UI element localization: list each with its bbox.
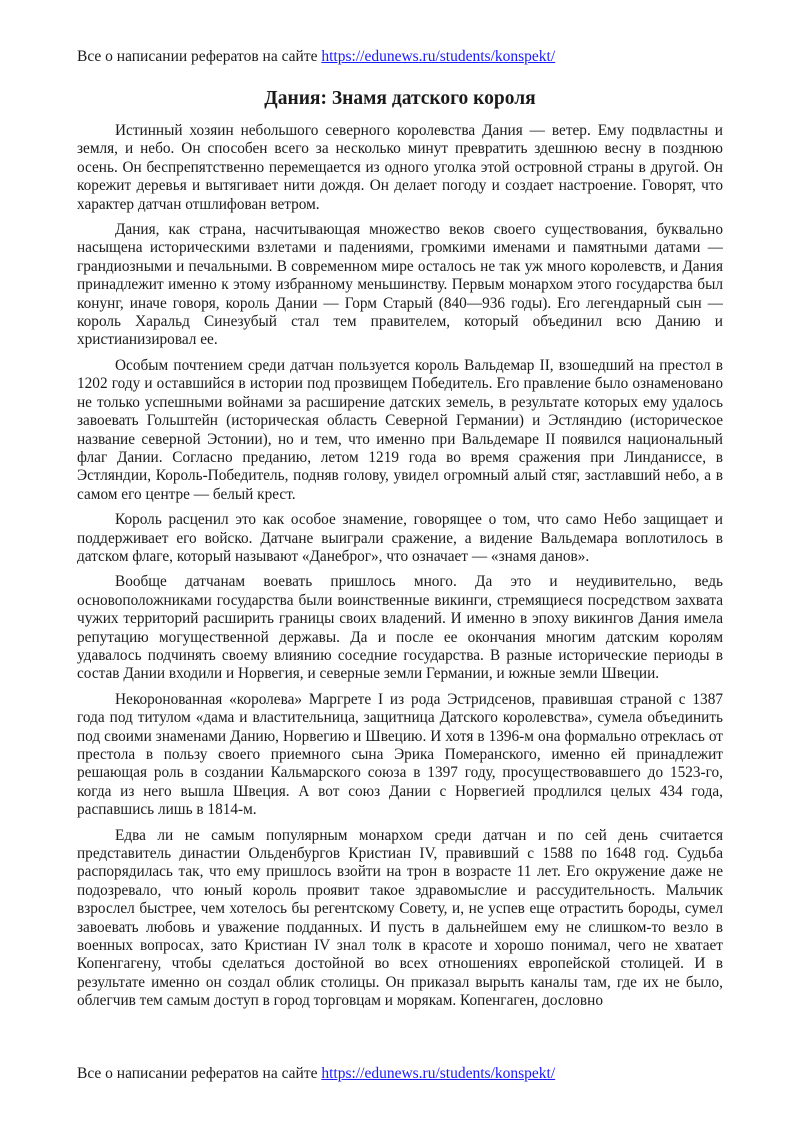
paragraph: Едва ли не самым популярным монархом среди датчан и по сей день считается представитель династии Ольденбургов Кристиан IV, правивший с 1588 по 1648 год. Судьба распорядилась так, что ему пришлось взойти на трон в возрасте 11 лет. Его окружение даже не подозревало, что юный король проявит такое здравомыслие и рассудительность. Мальчик взрослел быстрее, чем хотелось бы регентскому Совету, и, не успев еще отрастить бороды, сумел завоевать любовь и уважение подданных. И пусть в дальнейшем ему не слишком-то везло в военных вопросах, зато Кристиан IV знал толк в красоте и хорошо понимал, чего не хватает Копенгагену, чтобы сделаться достойной во всех отношениях европейской столицей. И в результате именно он создал облик столицы. Он приказал вырыть каналы там, где их не было, облегчив тем самым доступ в город торговцам и морякам. Копенгаген, дословно [77, 826, 723, 1010]
paragraph: Особым почтением среди датчан пользуется король Вальдемар II, взошедший на престол в 1202 году и оставшийся в истории под прозвищем Победитель. Его правление было ознаменовано не только успешными войнами за расширение датских земель, в результате которых ему удалось завоевать Гольштейн (историческая область Северной Германии) и Эстляндию (историческое название северной Эстонии), но и тем, что именно при Вальдемаре II появился национальный флаг Дании. Согласно преданию, летом 1219 года во время сражения при Линданиссе, в Эстляндии, Король-Победитель, подняв голову, увидел огромный алый стяг, застлавший небо, а в самом его центре — белый крест. [77, 356, 723, 503]
paragraph: Некоронованная «королева» Маргрете I из рода Эстридсенов, правившая страной с 1387 года под титулом «дама и властительница, защитница Датского королевства», сумела объединить под своими знаменами Данию, Норвегию и Швецию. И хотя в 1396-м она формально отреклась от престола в пользу своего приемного сына Эрика Померанского, именно ей принадлежит решающая роль в создании Кальмарского союза в 1397 году, просуществовавшего до 1523-го, когда из него вышла Швеция. А вот союз Дании с Норвегией продлился целых 434 года, распавшись лишь в 1814-м. [77, 690, 723, 819]
footer-link[interactable]: https://edunews.ru/students/konspekt/ [321, 1065, 556, 1082]
document-body [77, 86, 723, 1040]
paragraph: Дания, как страна, насчитывающая множество веков своего существования, буквально насыщена историческими взлетами и падениями, громкими именами и памятными датами — грандиозными и печальными. В современном мире осталось не так уж много королевств, и Дания принадлежит именно к этому избранному меньшинству. Первым монархом этого государства был конунг, иначе говоря, король Дании — Горм Старый (840—936 годы). Его легендарный сын — король Харальд Синезубый стал тем правителем, который объединил всю Данию и христианизировал ее. [77, 221, 723, 349]
paragraph: Король расценил это как особое знамение, говорящее о том, что само Небо защищает и поддерживает его войско. Датчане выиграли сражение, а видение Вальдемара воплотилось в датском флаге, который называют «Данеброг», что означает — «знамя данов». [77, 511, 723, 565]
document-title: Дания: Знамя датского короля [264, 88, 536, 109]
header-link[interactable]: https://edunews.ru/students/konspekt/ [321, 48, 556, 65]
paragraph: Истинный хозяин небольшого северного королевства Дания — ветер. Ему подвластны и земля, и небо. Он способен всего за несколько минут превратить здешнюю весну в позднюю осень. Он беспрепятственно перемещается из одного уголка этой островной страны в другой. Он корежит деревья и вытягивает нити дождя. Он делает погоду и создает настроение. Говорят, что характер датчан отшлифован ветром. [77, 122, 723, 213]
header-text: Все о написании рефератов на сайте [77, 48, 322, 65]
page-footer [77, 1064, 555, 1084]
paragraph: Вообще датчанам воевать пришлось много. Да это и неудивительно, ведь основоположниками государства были воинственные викинги, стремящиеся посредством захвата чужих территорий расширить границы своих владений. И именно в эпоху викингов Дания имела репутацию могущественной державы. Да и после ее окончания многим датским королям удавалось подчинять своему влиянию соседние государства. В разные исторические периоды в состав Дании входили и Норвегия, и северные земли Германии, и южные земли Швеции. [77, 573, 723, 683]
page-header [77, 47, 555, 67]
footer-text: Все о написании рефератов на сайте [77, 1065, 322, 1082]
